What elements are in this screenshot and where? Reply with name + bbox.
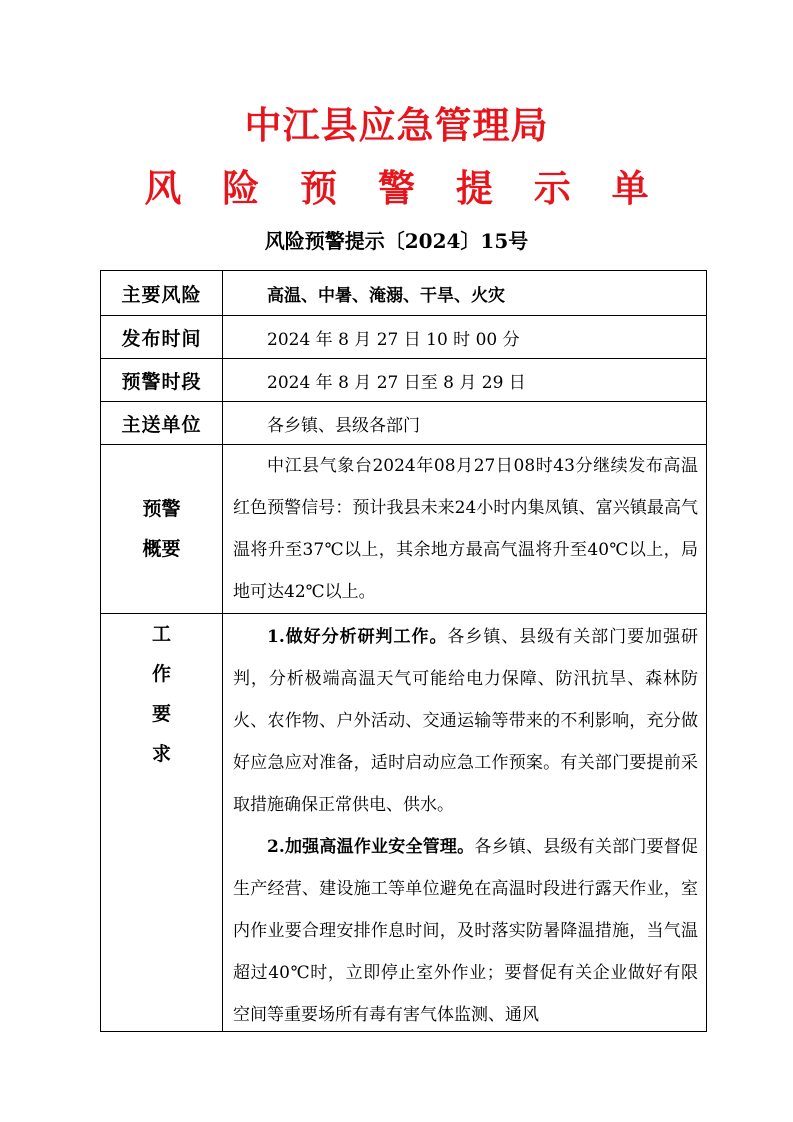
summary-label-line1: 预警 <box>142 498 181 520</box>
main-risk-value: 高温、中暑、淹溺、干旱、火灾 <box>223 271 707 316</box>
row-summary <box>101 445 707 614</box>
publish-time-value: 2024 年 8 月 27 日 10 时 00 分 <box>223 316 707 359</box>
agency-title: 中江县应急管理局 <box>244 103 549 147</box>
row-work-requirements <box>101 614 707 1032</box>
work-label-char: 求 <box>151 743 171 765</box>
row-recipients <box>101 402 707 445</box>
work-item-2-heading: 2.加强高温作业安全管理。 <box>267 837 475 857</box>
work-label-char: 要 <box>151 703 171 725</box>
summary-label-line2: 概要 <box>142 538 181 560</box>
work-item-1-text: 各乡镇、县级有关部门要加强研判，分析极端高温天气可能给电力保障、防汛抗旱、森林防火、农作物、户外活动、交通运输等带来的不利影响，充分做好应急应对准备，适时启动应急工作预案。有关部门要提前采取措施确保正常供电、供水。 <box>233 627 698 815</box>
work-item-2-text: 各乡镇、县级有关部门要督促生产经营、建设施工等单位避免在高温时段进行露天作业，室内作业要合理安排作息时间，及时落实防暑降温措施，当气温超过40℃时，立即停止室外作业；要督促有关企业做好有限空间等重要场所有毒有害气体监测、通风 <box>233 837 698 1025</box>
row-main-risk <box>101 271 707 316</box>
work-item-1-heading: 1.做好分析研判工作。 <box>267 627 448 647</box>
warning-table <box>100 270 707 1032</box>
work-label <box>101 614 223 1032</box>
document-number: 风险预警提示〔2024〕15号 <box>264 229 529 253</box>
warning-period-label: 预警时段 <box>101 359 223 402</box>
summary-text: 中江县气象台2024年08月27日08时43分继续发布高温红色预警信号：预计我县未来24小时内集凤镇、富兴镇最高气温将升至37℃以上，其余地方最高气温将升至40℃以上，局地可达42℃以上。 <box>233 456 698 602</box>
work-label-char: 作 <box>151 663 171 685</box>
publish-time-label: 发布时间 <box>101 316 223 359</box>
work-label-char: 工 <box>151 623 171 645</box>
work-content <box>223 614 706 1031</box>
row-warning-period <box>101 359 707 402</box>
warning-period-value: 2024 年 8 月 27 日至 8 月 29 日 <box>223 359 707 402</box>
work-cell <box>223 614 707 1032</box>
document-type-title: 风 险 预 警 提 示 单 <box>144 166 663 210</box>
work-item-1 <box>223 616 706 826</box>
recipients-label: 主送单位 <box>101 402 223 445</box>
summary-cell <box>223 445 707 614</box>
summary-label <box>101 445 223 614</box>
recipients-value: 各乡镇、县级各部门 <box>223 402 707 445</box>
work-item-2 <box>223 826 706 1031</box>
main-risk-label: 主要风险 <box>101 271 223 316</box>
row-publish-time <box>101 316 707 359</box>
